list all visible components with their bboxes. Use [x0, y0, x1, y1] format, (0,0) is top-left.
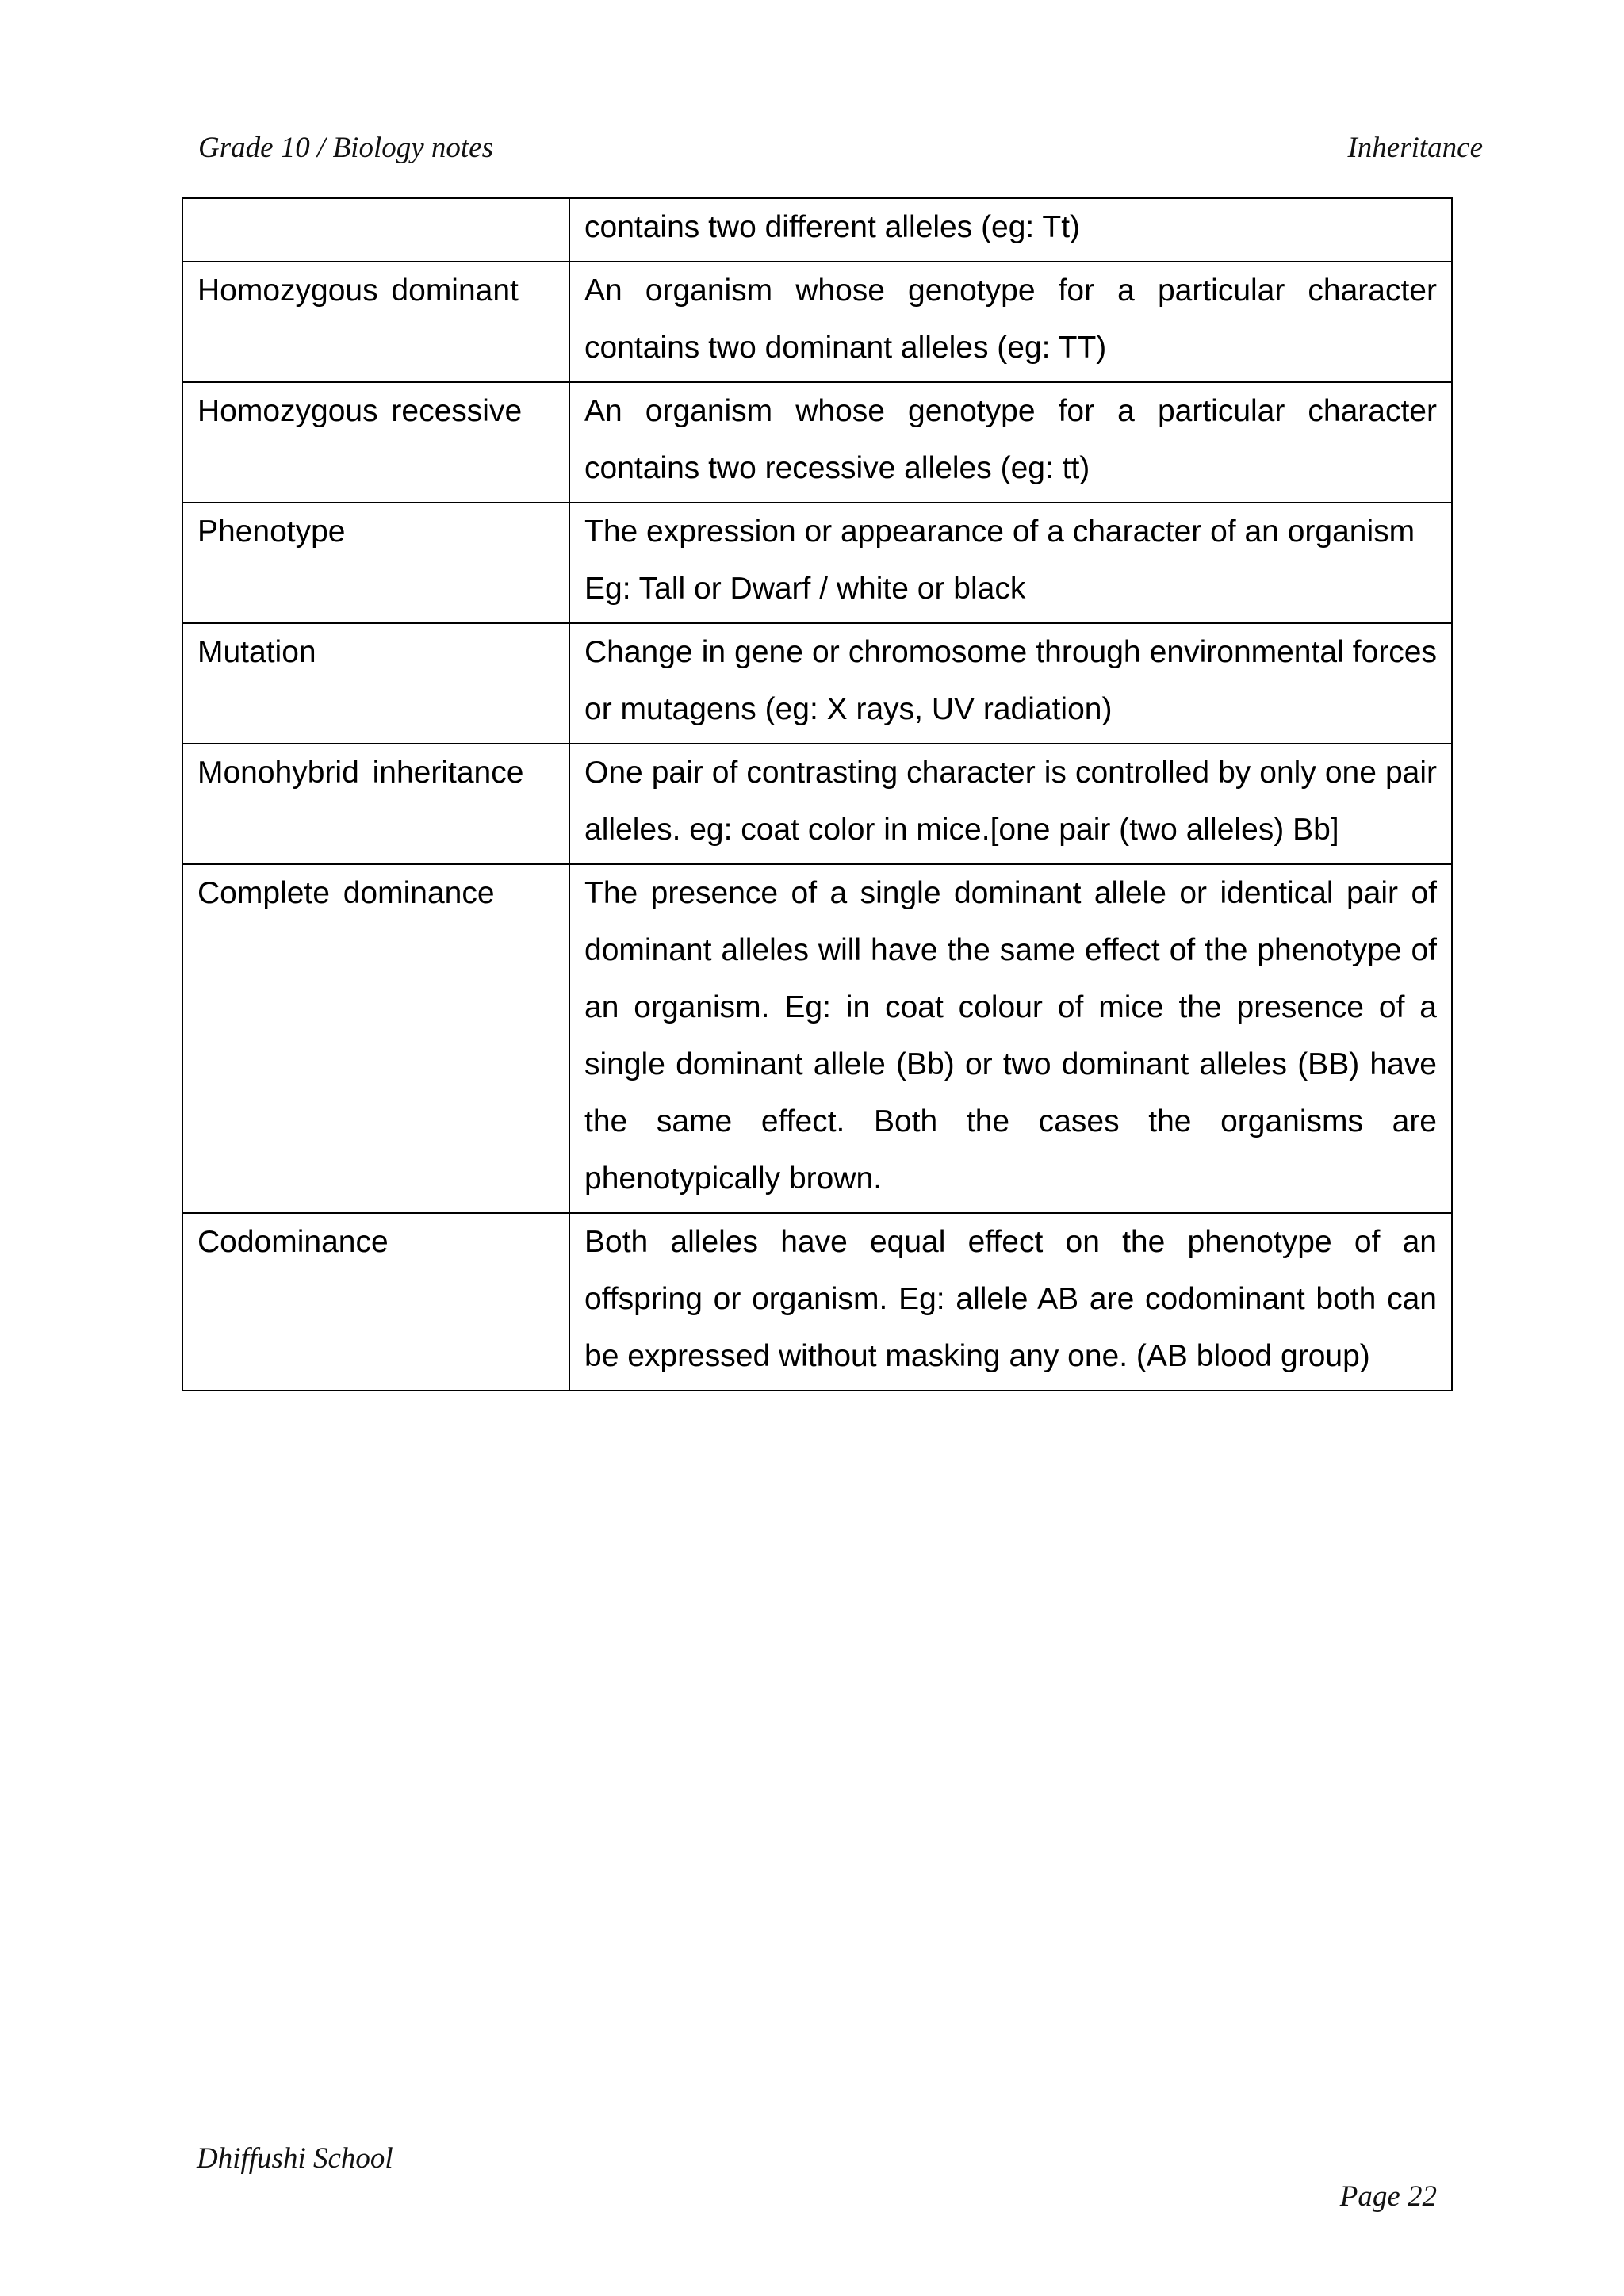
term-cell: Homozygous dominant [182, 262, 569, 382]
term-cell: Monohybrid inheritance [182, 744, 569, 864]
definition-cell: The presence of a single dominant allele or identical pair of dominant alleles will have the same effect of the phenotype of an organism. Eg: in coat colour of mice the presence of a single dominant allele (Bb) or two dominant alleles (BB) have the same effect. Both the cases the organisms are phenotypically brown. [569, 864, 1452, 1213]
definition-cell: contains two different alleles (eg: Tt) [569, 198, 1452, 262]
table-row [182, 1213, 1452, 1391]
term-cell: Phenotype [182, 503, 569, 623]
definition-cell: One pair of contrasting character is controlled by only one pair alleles. eg: coat color in mice.[one pair (two alleles) Bb] [569, 744, 1452, 864]
table-row [182, 198, 1452, 262]
table-row [182, 864, 1452, 1213]
definition-cell: An organism whose genotype for a particular character contains two recessive alleles (eg: tt) [569, 382, 1452, 503]
definition-cell [569, 503, 1452, 623]
term-cell: Homozygous recessive [182, 382, 569, 503]
definition-cell: Change in gene or chromosome through environmental forces or mutagens (eg: X rays, UV radiation) [569, 623, 1452, 744]
definitions-table [182, 197, 1453, 1391]
table-row [182, 623, 1452, 744]
page-number: Page 22 [1339, 2180, 1437, 2213]
term-cell: Mutation [182, 623, 569, 744]
definition-example: Eg: Tall or Dwarf / white or black [584, 572, 1026, 606]
term-cell: Codominance [182, 1213, 569, 1391]
header-title: Grade 10 / Biology notes [198, 132, 494, 164]
header-chapter: Inheritance [1347, 132, 1483, 164]
table-row [182, 382, 1452, 503]
table-row [182, 503, 1452, 623]
definition-text: The expression or appearance of a character of an organism [584, 515, 1415, 549]
definition-cell: Both alleles have equal effect on the phenotype of an offspring or organism. Eg: allele AB are codominant both can be expressed without masking any one. (AB blood group) [569, 1213, 1452, 1391]
table-row [182, 744, 1452, 864]
definition-cell: An organism whose genotype for a particular character contains two dominant alleles (eg: TT) [569, 262, 1452, 382]
term-cell: Complete dominance [182, 864, 569, 1213]
footer-school: Dhiffushi School [197, 2142, 393, 2175]
term-cell [182, 198, 569, 262]
table-row [182, 262, 1452, 382]
